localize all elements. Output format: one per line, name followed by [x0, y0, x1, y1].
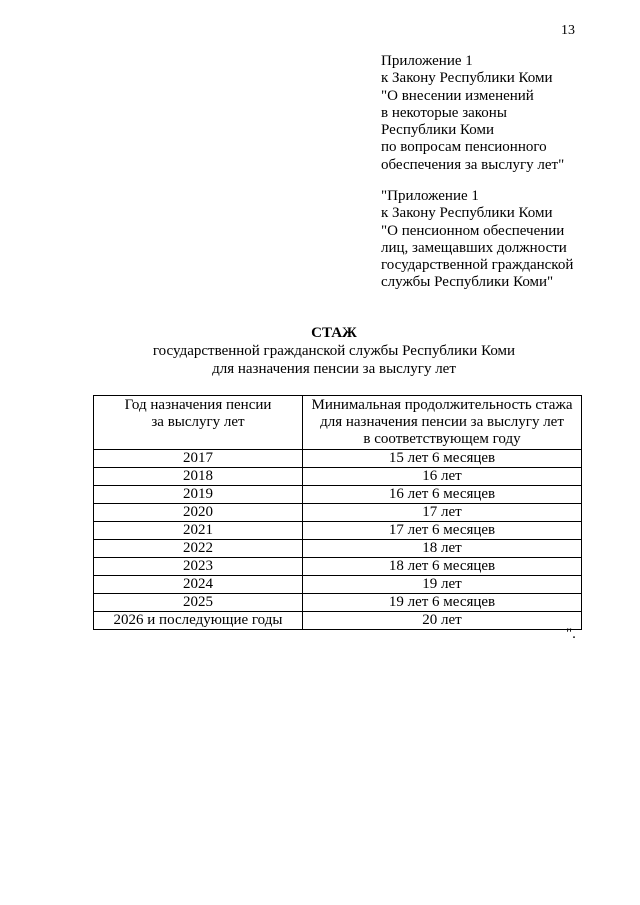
- appendix-pension-law-block: [381, 188, 573, 292]
- table-row: [94, 540, 582, 558]
- table-row: [94, 486, 582, 504]
- min-service-cell: 20 лет: [303, 612, 582, 630]
- appendix-line: Республики Коми: [381, 122, 494, 139]
- year-cell: 2025: [94, 594, 303, 612]
- year-cell: 2026 и последующие годы: [94, 612, 303, 630]
- appendix-line: обеспечения за выслугу лет": [381, 156, 565, 173]
- year-cell: 2017: [94, 450, 303, 468]
- year-cell: 2018: [94, 468, 303, 486]
- page-number: 13: [561, 23, 575, 38]
- appendix-line: в некоторые законы: [381, 104, 507, 121]
- min-service-cell: 19 лет: [303, 576, 582, 594]
- heading-subtitle-line: государственной гражданской службы Республики Коми: [152, 342, 516, 359]
- appendix-line: "О внесении изменений: [381, 87, 534, 104]
- header-line: за выслугу лет: [151, 414, 245, 430]
- table-row: [94, 594, 582, 612]
- table-row: [94, 450, 582, 468]
- table-row: [94, 612, 582, 630]
- min-service-cell: 17 лет 6 месяцев: [303, 522, 582, 540]
- appendix-line: службы Республики Коми": [381, 274, 554, 291]
- appendix-line: государственной гражданской: [381, 257, 574, 274]
- year-cell: 2023: [94, 558, 303, 576]
- min-service-cell: 17 лет: [303, 504, 582, 522]
- appendix-line: к Закону Республики Коми: [381, 205, 553, 222]
- table-row: [94, 558, 582, 576]
- table-header-row: [94, 396, 582, 450]
- table-row: [94, 576, 582, 594]
- service-length-table: [93, 395, 582, 630]
- min-service-cell: 19 лет 6 месяцев: [303, 594, 582, 612]
- header-line: Год назначения пенсии: [124, 397, 272, 413]
- appendix-line: "Приложение 1: [381, 188, 479, 204]
- header-line: для назначения пенсии за выслугу лет: [320, 414, 564, 430]
- min-service-cell: 16 лет 6 месяцев: [303, 486, 582, 504]
- appendix-line: к Закону Республики Коми: [381, 70, 553, 87]
- min-service-cell: 16 лет: [303, 468, 582, 486]
- min-service-cell: 18 лет: [303, 540, 582, 558]
- heading-subtitle-line: для назначения пенсии за выслугу лет: [212, 360, 456, 377]
- header-year: [94, 396, 303, 450]
- closing-quote-mark: ".: [566, 626, 576, 642]
- appendix-line: по вопросам пенсионного: [381, 139, 547, 156]
- table-heading: [90, 325, 578, 378]
- year-cell: 2019: [94, 486, 303, 504]
- header-line: в соответствующем году: [363, 431, 521, 447]
- year-cell: 2020: [94, 504, 303, 522]
- year-cell: 2021: [94, 522, 303, 540]
- table-row: [94, 504, 582, 522]
- header-min-service: [303, 396, 582, 450]
- year-cell: 2024: [94, 576, 303, 594]
- table-row: [94, 468, 582, 486]
- min-service-cell: 15 лет 6 месяцев: [303, 450, 582, 468]
- appendix-amendment-law-block: [381, 53, 564, 174]
- min-service-cell: 18 лет 6 месяцев: [303, 558, 582, 576]
- appendix-line: Приложение 1: [381, 53, 473, 69]
- table-row: [94, 522, 582, 540]
- heading-title: СТАЖ: [311, 325, 357, 341]
- header-line: Минимальная продолжительность стажа: [311, 397, 573, 413]
- year-cell: 2022: [94, 540, 303, 558]
- appendix-line: "О пенсионном обеспечении: [381, 222, 565, 239]
- appendix-line: лиц, замещавших должности: [381, 239, 567, 256]
